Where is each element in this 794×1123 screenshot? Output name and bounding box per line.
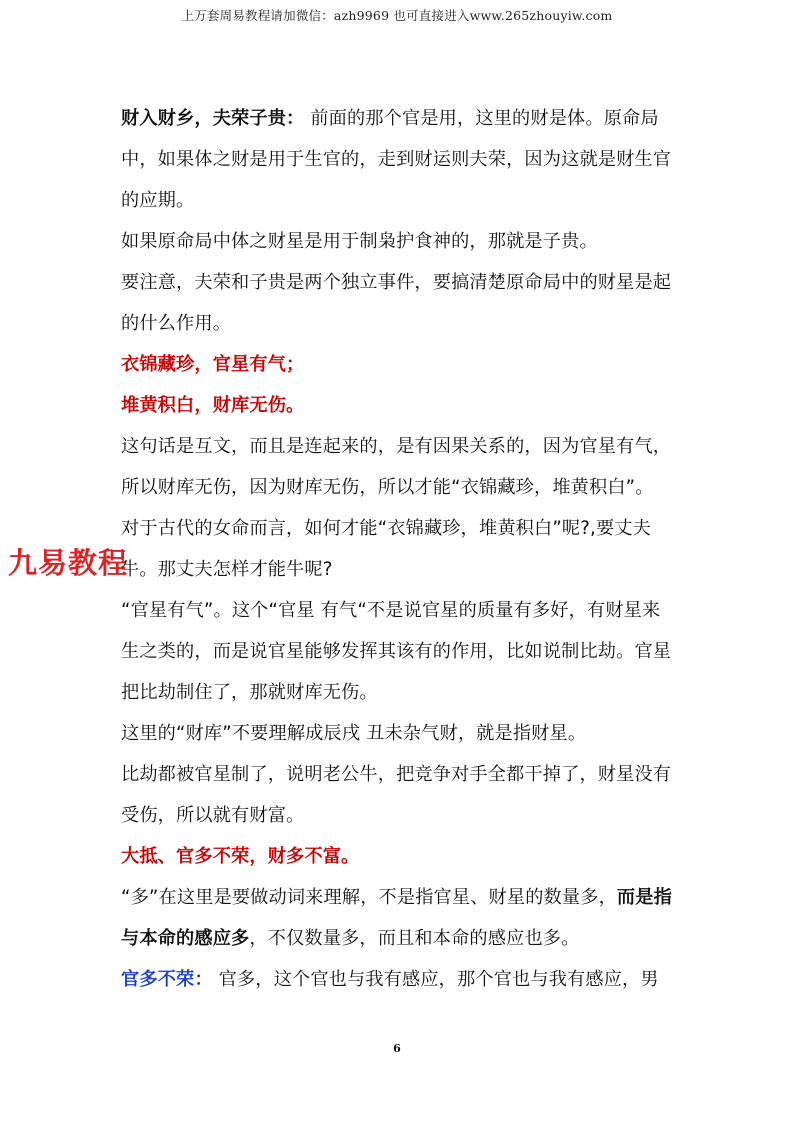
paragraph-3: 要注意，夫荣和子贵是两个独立事件，要搞清楚原命局中的财星是起的什么作用。 xyxy=(121,272,672,334)
heading-red-3: 大抵、官多不荣，财多不富。 xyxy=(121,846,360,867)
paragraph-8: 比劫都被官星制了，说明老公牛，把竞争对手全都干掉了，财星没有受伤，所以就有财富。 xyxy=(121,764,672,826)
paragraph-1 xyxy=(121,98,677,221)
document-body xyxy=(121,98,677,1000)
heading-red-1: 衣锦藏珍，官星有气； xyxy=(121,354,305,375)
page-number: 6 xyxy=(393,1042,401,1055)
heading-red-2: 堆黄积白，财库无伤。 xyxy=(121,395,305,416)
paragraph-10-heading: 官多不荣： xyxy=(121,969,213,990)
paragraph-4: 这句话是互文，而且是连起来的，是有因果关系的，因为官星有气，所以财库无伤，因为财库无伤，所以才能“衣锦藏珍，堆黄积白”。 xyxy=(121,436,672,498)
paragraph-9-bold: 而是指与本命的感应多 xyxy=(121,887,672,949)
paragraph-9-text-c: ，不仅数量多，而且和本命的感应也多。 xyxy=(249,928,580,949)
page-header: 上万套周易教程请加微信：azh9969 也可直接进入www.265zhouyiw.com xyxy=(181,8,613,23)
paragraph-10 xyxy=(121,959,677,1000)
paragraph-7: 这里的“财库”不要理解成辰戌 丑未杂气财，就是指财星。 xyxy=(121,723,587,744)
paragraph-5: 对于古代的女命而言，如何才能“衣锦藏珍，堆黄积白”呢?,要丈夫牛。那丈夫怎样才能牛呢? xyxy=(121,518,651,580)
paragraph-10-text: 官多，这个官也与我有感应，那个官也与我有感应，男 xyxy=(212,969,659,990)
paragraph-2: 如果原命局中体之财星是用于制枭护食神的，那就是子贵。 xyxy=(121,231,598,252)
paragraph-9-text-a: “多”在这里是要做动词来理解，不是指官星、财星的数量多， xyxy=(121,887,617,908)
paragraph-6: “官星有气”。这个“官星 有气“不是说官星的质量有多好，有财星来生之类的，而是说官星能够发挥其该有的作用，比如说制比劫。官星把比劫制住了，那就财库无伤。 xyxy=(121,600,672,703)
paragraph-1-text: 前面的那个官是用，这里的财是体。原命局中，如果体之财是用于生官的，走到财运则夫荣，因为这就是财生官的应期。 xyxy=(121,108,672,211)
paragraph-1-heading: 财入财乡，夫荣子贵： xyxy=(121,108,305,129)
watermark-logo: 九易教程 xyxy=(8,546,129,580)
paragraph-9 xyxy=(121,877,677,959)
